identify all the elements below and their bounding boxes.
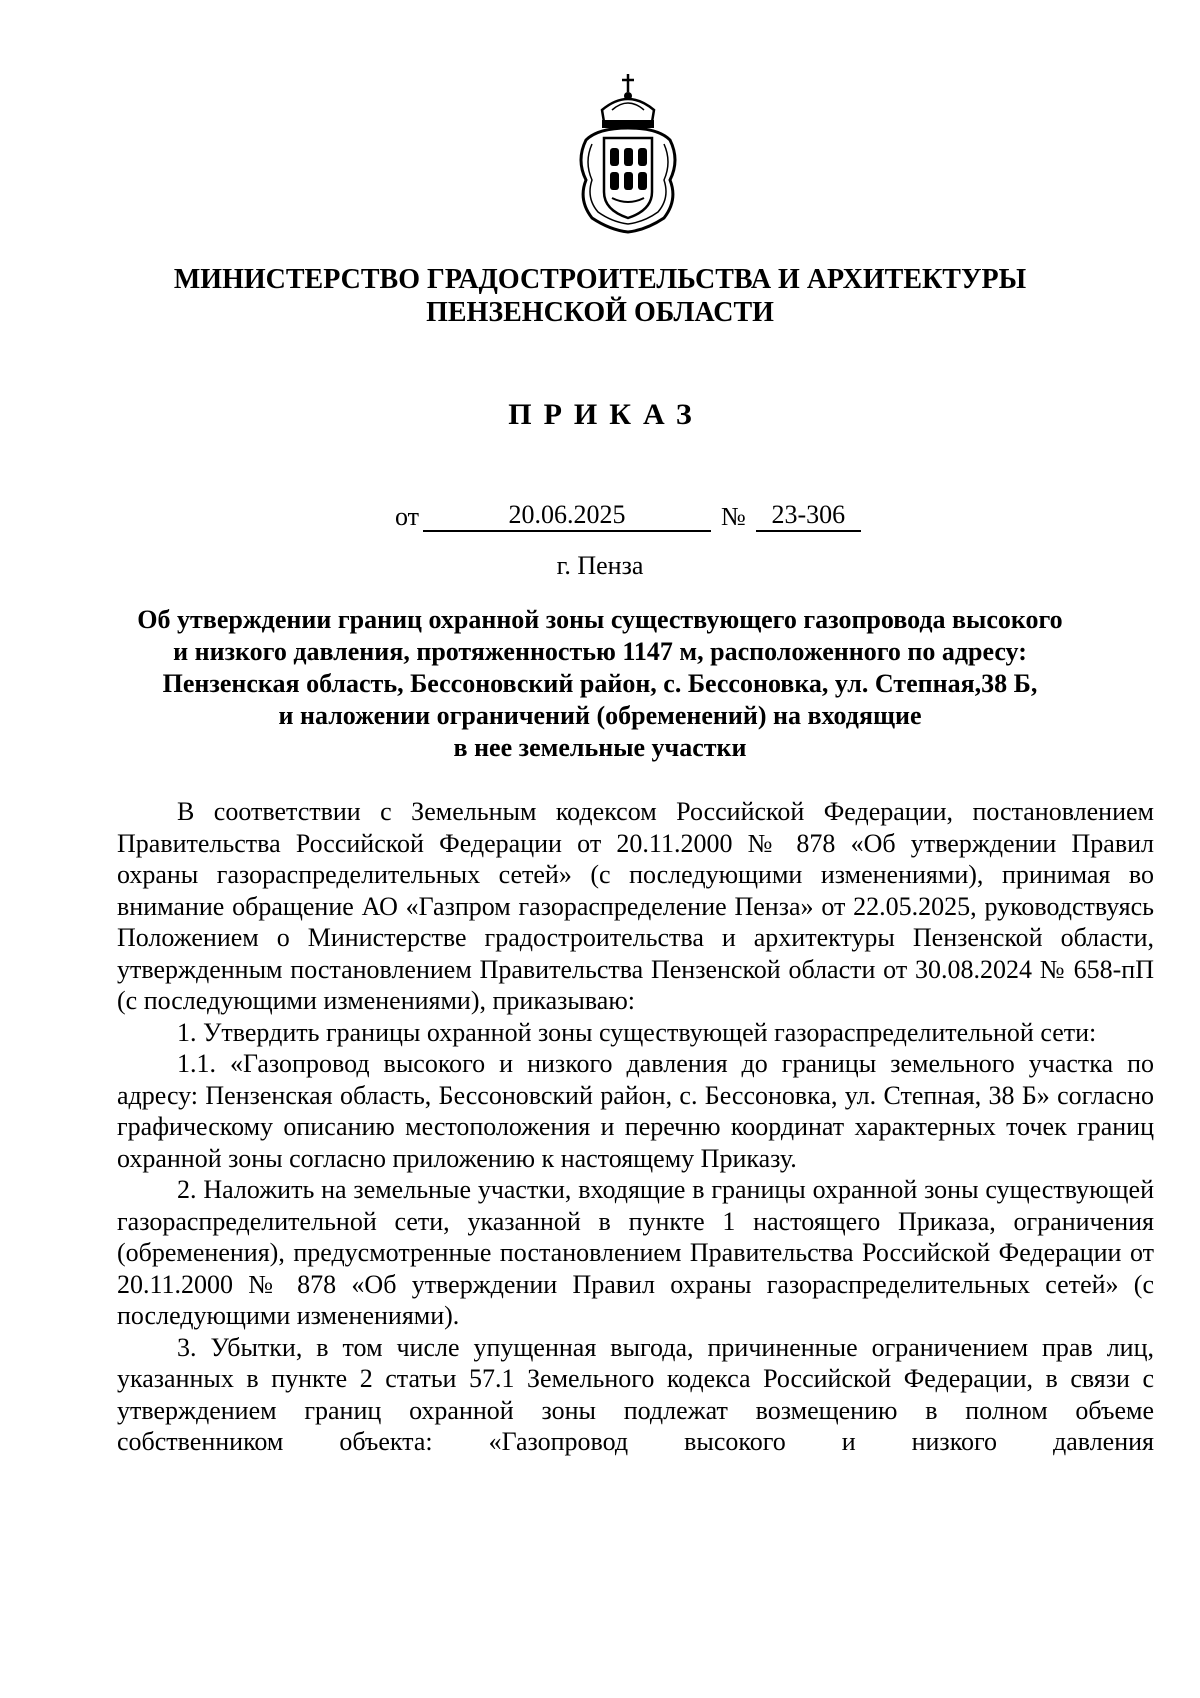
number-label: № <box>721 502 746 531</box>
subject-line: Пензенская область, Бессоновский район, с. Бессоновка, ул. Степная,38 Б, <box>162 669 1038 698</box>
ministry-line-1: МИНИСТЕРСТВО ГРАДОСТРОИТЕЛЬСТВА И АРХИТЕКТУРЫ <box>173 264 1027 295</box>
subject-line: и наложении ограничений (обременений) на входящие <box>278 701 922 730</box>
order-subject <box>60 604 1140 764</box>
body-paragraph-preamble: В соответствии с Земельным кодексом Российской Федерации, постановлением Правительства Российской Федерации от 20.11.2000 № 878 «Об утверждении Правил охраны газораспределительных сетей» (с последующими изменениями), принимая во внимание обращение АО «Газпром газораспределение Пенза» от 22.05.2025, руководствуясь Положением о Министерстве градостроительства и архитектуры Пензенской области, утвержденным постановлением Правительства Пензенской области от 30.08.2024 № 658-пП (с последующими изменениями), приказываю: <box>117 797 1154 1015</box>
coat-of-arms-emblem <box>572 70 684 235</box>
body-paragraph-item-2: 2. Наложить на земельные участки, входящие в границы охранной зоны существующей газораспределительной сети, указанной в пункте 1 настоящего Приказа, ограничения (обременения), предусмотренные постановлением Правительства Российской Федерации от 20.11.2000 № 878 «Об утверждении Правил охраны газораспределительных сетей» (с последующими изменениями). <box>117 1175 1154 1330</box>
order-number: 23-306 <box>756 500 861 532</box>
order-date: 20.06.2025 <box>423 500 711 532</box>
body-paragraph-item-1: 1. Утвердить границы охранной зоны существующей газораспределительной сети: <box>177 1017 1097 1047</box>
subject-line: в нее земельные участки <box>453 733 747 762</box>
subject-line: Об утверждении границ охранной зоны существующего газопровода высокого <box>137 605 1063 634</box>
subject-line: и низкого давления, протяженностью 1147 м, расположенного по адресу: <box>173 637 1027 666</box>
order-title: ПРИКАЗ <box>508 398 704 431</box>
body-paragraph-item-1-1: 1.1. «Газопровод высокого и низкого давления до границы земельного участка по адресу: Пензенская область, Бессоновский район, с. Бессоновка, ул. Степная, 38 Б» согласно графическому описанию местоположения и перечню координат характерных точек границ охранной зоны согласно приложению к настоящему Приказу. <box>117 1049 1154 1173</box>
order-date-number-row <box>395 498 861 532</box>
date-label: от <box>395 502 420 531</box>
ministry-line-2: ПЕНЗЕНСКОЙ ОБЛАСТИ <box>426 297 774 328</box>
body-paragraph-item-3: 3. Убытки, в том числе упущенная выгода, причиненные ограничением прав лиц, указанных в пункте 2 статьи 57.1 Земельного кодекса Российской Федерации, в связи с утверждением границ охранной зоны подлежат возмещению в полном объеме собственником объекта: «Газопровод высокого и низкого давления <box>117 1332 1154 1456</box>
city-line: г. Пенза <box>556 551 644 580</box>
ministry-name <box>0 263 1200 329</box>
order-body <box>117 796 1154 1458</box>
